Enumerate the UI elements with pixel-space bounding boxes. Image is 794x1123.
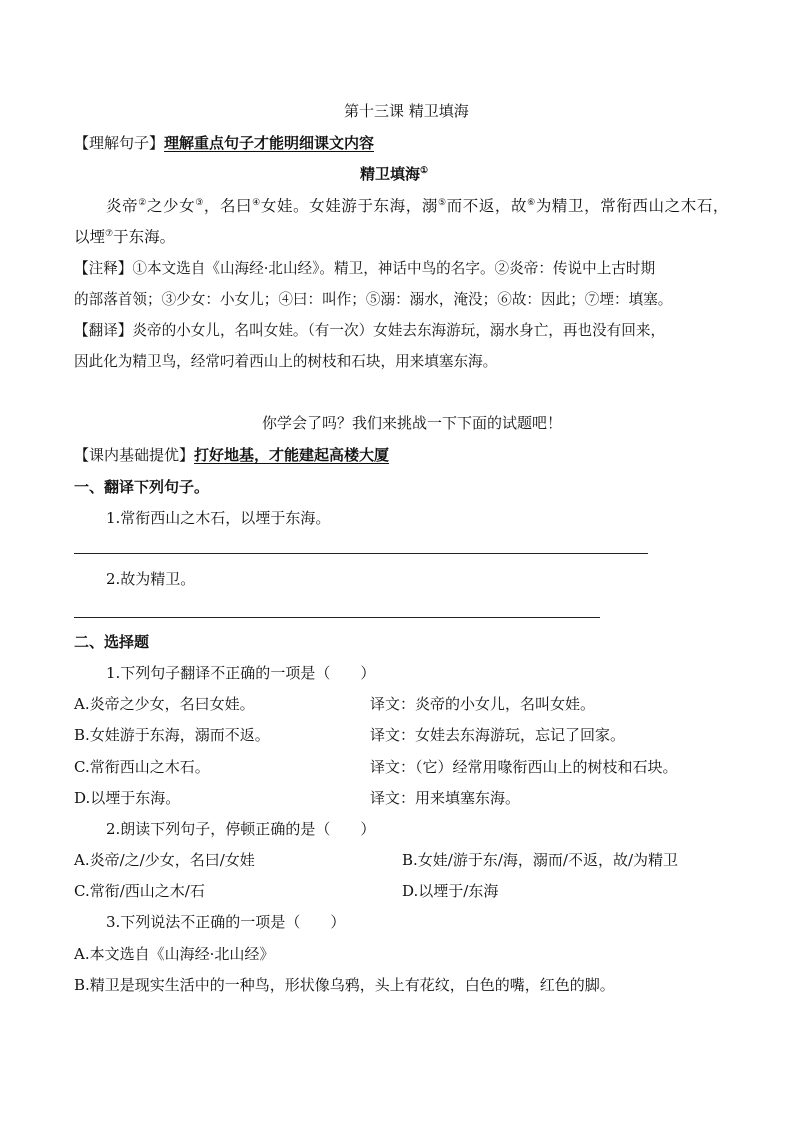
q2-option-a: A.炎帝/之/少女，名曰/女娃 bbox=[74, 851, 255, 869]
note-mark: ③ bbox=[195, 197, 204, 208]
note-mark: ⑥ bbox=[527, 197, 536, 208]
section-basics-slogan: 打好地基，才能建起高楼大厦 bbox=[194, 446, 390, 464]
translation-line-1: 【翻译】炎帝的小女儿，名叫女娃。（有一次）女娃去东海游玩，溺水身亡，再也没有回来， bbox=[74, 322, 666, 339]
part1-heading: 一、翻译下列句子。 bbox=[74, 478, 210, 496]
q2-option-b: B.女娃/游于东/海，溺而/不返，故/为精卫 bbox=[402, 851, 679, 869]
passage-line-2 bbox=[74, 227, 175, 247]
notes-line-1: 【注释】①本文选自《山海经·北山经》。精卫，神话中鸟的名字。②炎帝：传说中上古时期 bbox=[74, 260, 656, 277]
passage-text: ，名曰 bbox=[203, 197, 253, 215]
section-understand-slogan: 理解重点句子才能明细课文内容 bbox=[164, 134, 375, 152]
text-title-note-mark: ① bbox=[420, 166, 429, 176]
part2-q2-stem: 2.朗读下列句子，停顿正确的是（ ） bbox=[106, 820, 376, 838]
passage-text: 而不返，故 bbox=[446, 197, 528, 215]
answer-line-1[interactable] bbox=[74, 553, 648, 554]
q1-option-b-translation: 译文：女娃去东海游玩，忘记了回家。 bbox=[370, 726, 626, 744]
part2-q1-stem: 1.下列句子翻译不正确的一项是（ ） bbox=[106, 664, 376, 682]
passage-text: 炎帝 bbox=[106, 197, 139, 215]
passage-text: 于东海。 bbox=[113, 228, 176, 246]
part1-question-1: 1.常衔西山之木石，以堙于东海。 bbox=[106, 509, 331, 527]
q1-option-d-translation: 译文：用来填塞东海。 bbox=[370, 789, 521, 807]
text-title-label: 精卫填海 bbox=[360, 165, 421, 183]
passage-line-1 bbox=[106, 196, 729, 216]
q2-option-d: D.以堙于/东海 bbox=[402, 882, 499, 900]
passage-text: 以堙 bbox=[74, 228, 106, 246]
q1-option-a-translation: 译文：炎帝的小女儿，名叫女娃。 bbox=[370, 695, 596, 713]
part2-q3-stem: 3.下列说法不正确的一项是（ ） bbox=[106, 913, 346, 931]
text-title bbox=[360, 164, 428, 184]
note-mark: ⑤ bbox=[437, 197, 447, 208]
passage-text: 之少女 bbox=[146, 197, 196, 215]
translation-line-2: 因此化为精卫鸟，经常叼着西山上的树枝和石块，用来填塞东海。 bbox=[74, 353, 498, 370]
q1-option-c: C.常衔西山之木石。 bbox=[74, 758, 210, 776]
q3-option-b: B.精卫是现实生活中的一种鸟，形状像乌鸦，头上有花纹，白色的嘴，红色的脚。 bbox=[74, 976, 615, 994]
part2-heading: 二、选择题 bbox=[74, 633, 150, 651]
challenge-text: 你学会了吗？我们来挑战一下下面的试题吧！ bbox=[262, 414, 563, 432]
note-mark: ④ bbox=[252, 197, 261, 208]
passage-text: 为精卫，常衔西山之木石， bbox=[535, 197, 730, 215]
q1-option-a: A.炎帝之少女，名曰女娃。 bbox=[74, 695, 255, 713]
q2-option-c: C.常衔/西山之木/石 bbox=[74, 882, 205, 900]
notes-line-2: 的部落首领；③少女：小女儿；④曰：叫作；⑤溺：溺水，淹没；⑥故：因此；⑦堙：填塞。 bbox=[74, 291, 673, 308]
section-basics bbox=[74, 445, 389, 465]
passage-text: 女娃。女娃游于东海，溺 bbox=[260, 197, 438, 215]
q3-option-a: A.本文选自《山海经·北山经》 bbox=[74, 945, 275, 963]
note-mark: ⑦ bbox=[105, 228, 114, 239]
q1-option-c-translation: 译文：（它）经常用喙衔西山上的树枝和石块。 bbox=[370, 758, 678, 776]
note-mark: ② bbox=[138, 197, 147, 208]
section-understand-tag: 【理解句子】 bbox=[74, 134, 165, 152]
q1-option-d: D.以堙于东海。 bbox=[74, 789, 181, 807]
q1-option-b: B.女娃游于东海，溺而不返。 bbox=[74, 726, 270, 744]
lesson-title: 第十三课 精卫填海 bbox=[344, 102, 469, 120]
answer-line-2[interactable] bbox=[74, 617, 600, 618]
part1-question-2: 2.故为精卫。 bbox=[106, 570, 196, 588]
section-basics-tag: 【课内基础提优】 bbox=[74, 446, 195, 464]
section-understand bbox=[74, 133, 374, 153]
